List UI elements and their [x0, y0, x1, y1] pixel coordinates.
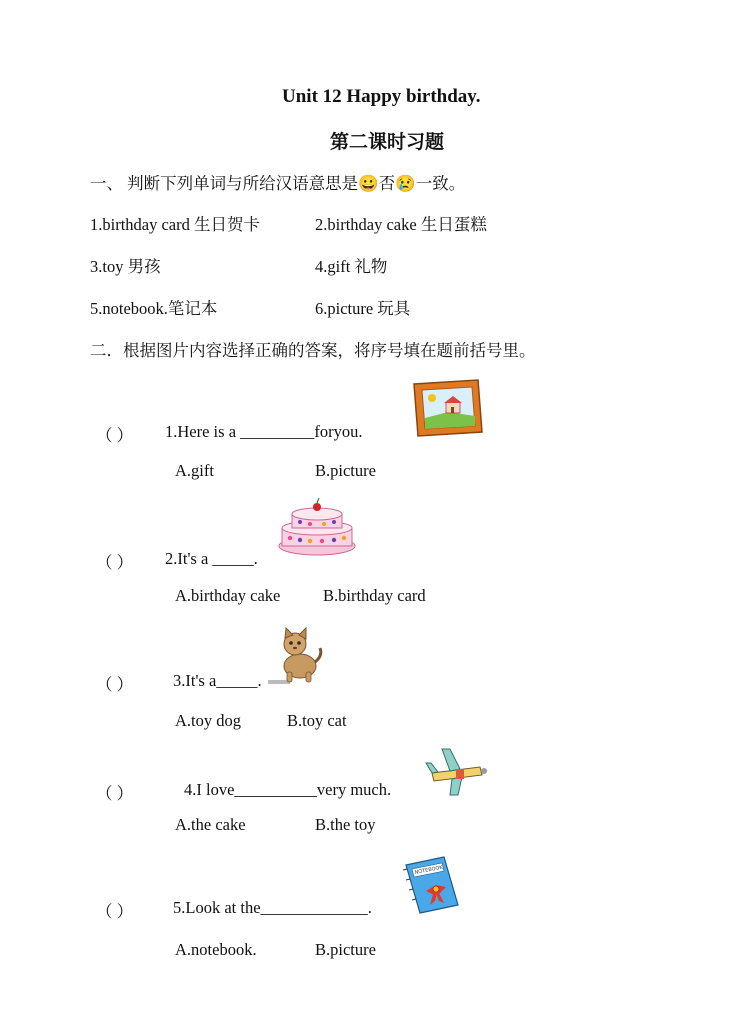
- toy-cat-icon: [268, 626, 324, 688]
- section1-heading: 一、 判断下列单词与所给汉语意思是😀否😢一致。: [90, 174, 466, 193]
- q3-option-b: B.toy cat: [287, 711, 347, 730]
- q4-stem: 4.I love__________very much.: [184, 780, 392, 799]
- notebook-label: NOTEBOOK: [414, 864, 444, 876]
- s1-item-1: 1.birthday card 生日贺卡: [90, 215, 261, 234]
- q5-stem: 5.Look at the_____________.: [173, 898, 372, 917]
- q1-stem: 1.Here is a _________foryou.: [165, 422, 363, 441]
- s1-item-6: 6.picture 玩具: [315, 299, 411, 318]
- q5-option-b: B.picture: [315, 940, 376, 959]
- q4-option-a: A.the cake: [175, 815, 246, 834]
- q2-option-b: B.birthday card: [323, 586, 426, 605]
- q4-option-b: B.the toy: [315, 815, 376, 834]
- q5-bracket[interactable]: （ ）: [96, 902, 134, 921]
- q3-bracket[interactable]: （ ）: [96, 675, 134, 694]
- q3-option-a: A.toy dog: [175, 711, 241, 730]
- s1-item-4: 4.gift 礼物: [315, 257, 388, 276]
- q4-bracket[interactable]: （ ）: [96, 784, 134, 803]
- page-title: Unit 12 Happy birthday.: [282, 86, 481, 107]
- birthday-cake-icon: [276, 496, 358, 558]
- q1-bracket[interactable]: （ ）: [96, 426, 134, 445]
- q1-option-b: B.picture: [315, 461, 376, 480]
- page-subtitle: 第二课时习题: [330, 132, 445, 153]
- notebook-icon: [398, 855, 464, 917]
- section2-heading: 二．根据图片内容选择正确的答案，将序号填在题前括号里。: [90, 341, 536, 360]
- q2-bracket[interactable]: （ ）: [96, 553, 134, 572]
- s1-item-2: 2.birthday cake 生日蛋糕: [315, 215, 487, 234]
- s1-item-5: 5.notebook.笔记本: [90, 299, 218, 318]
- q1-option-a: A.gift: [175, 461, 214, 480]
- q2-option-a: A.birthday cake: [175, 586, 281, 605]
- framed-picture-icon: [410, 378, 484, 440]
- q2-stem: 2.It's a _____.: [165, 549, 258, 568]
- q3-stem: 3.It's a_____.: [173, 671, 262, 690]
- toy-plane-icon: [422, 745, 488, 797]
- q5-option-a: A.notebook.: [175, 940, 257, 959]
- s1-item-3: 3.toy 男孩: [90, 257, 161, 276]
